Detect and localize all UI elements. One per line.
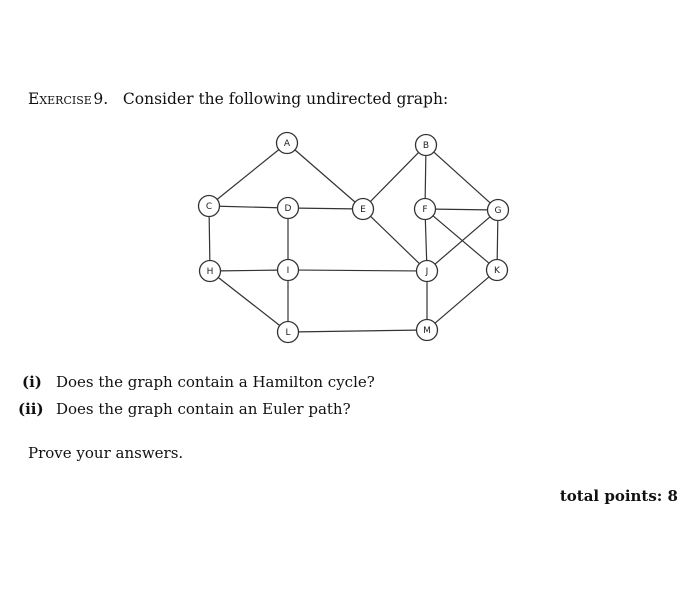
edge-d-e (298, 208, 352, 209)
edge-e-j (371, 216, 420, 263)
node-h (200, 261, 221, 282)
node-e (353, 199, 374, 220)
node-label: L (285, 328, 291, 339)
node-a (277, 133, 298, 154)
node-label: K (494, 266, 500, 277)
node-j (417, 261, 438, 282)
edge-h-i (220, 270, 277, 271)
node-label: C (205, 202, 213, 213)
node-g (488, 200, 509, 221)
exercise-prompt: Consider the following undirected graph: (122, 90, 449, 108)
total-points: total points: 8 (559, 487, 678, 505)
graph-edges (206, 150, 498, 332)
question-1 (22, 373, 375, 391)
edge-a-e (295, 150, 355, 202)
node-d (278, 198, 299, 219)
node-label: G (494, 206, 502, 217)
node-label: M (423, 326, 431, 337)
edge-h-l (218, 277, 279, 325)
node-l (278, 322, 299, 343)
node-label: J (425, 267, 429, 278)
edge-i-j (298, 270, 416, 271)
node-b (416, 135, 437, 156)
edge-f-k (433, 216, 489, 263)
edge-c-d (219, 206, 277, 207)
edge-m-k (435, 277, 489, 323)
question-2 (18, 400, 351, 418)
question-1-number: (i) (22, 373, 42, 391)
edge-b-f (425, 155, 426, 198)
edge-b-e (370, 152, 418, 201)
edge-b-g (434, 152, 490, 203)
node-i (278, 260, 299, 281)
edge-l-m (298, 330, 416, 332)
node-label: B (422, 141, 430, 152)
edge-f-j (425, 219, 426, 260)
node-c (199, 196, 220, 217)
exercise-label: Exercise (28, 90, 92, 108)
graph-nodes (199, 133, 509, 343)
instruction-text: Prove your answers. (28, 444, 184, 462)
question-2-text: Does the graph contain an Euler path? (56, 400, 351, 418)
node-label: F (422, 205, 428, 216)
node-label: H (206, 267, 214, 278)
exercise-number: 9. (93, 90, 109, 108)
node-f (415, 199, 436, 220)
node-label: I (286, 266, 290, 277)
edge-a-c (217, 150, 279, 200)
edge-g-k (497, 220, 498, 259)
edge-f-g (435, 209, 487, 210)
node-label: E (360, 205, 366, 216)
node-label: D (284, 204, 292, 215)
node-label: A (283, 139, 291, 150)
node-m (417, 320, 438, 341)
question-2-number: (ii) (18, 400, 44, 418)
edge-c-h (209, 216, 210, 260)
question-1-text: Does the graph contain a Hamilton cycle? (56, 373, 375, 391)
node-k (487, 260, 508, 281)
